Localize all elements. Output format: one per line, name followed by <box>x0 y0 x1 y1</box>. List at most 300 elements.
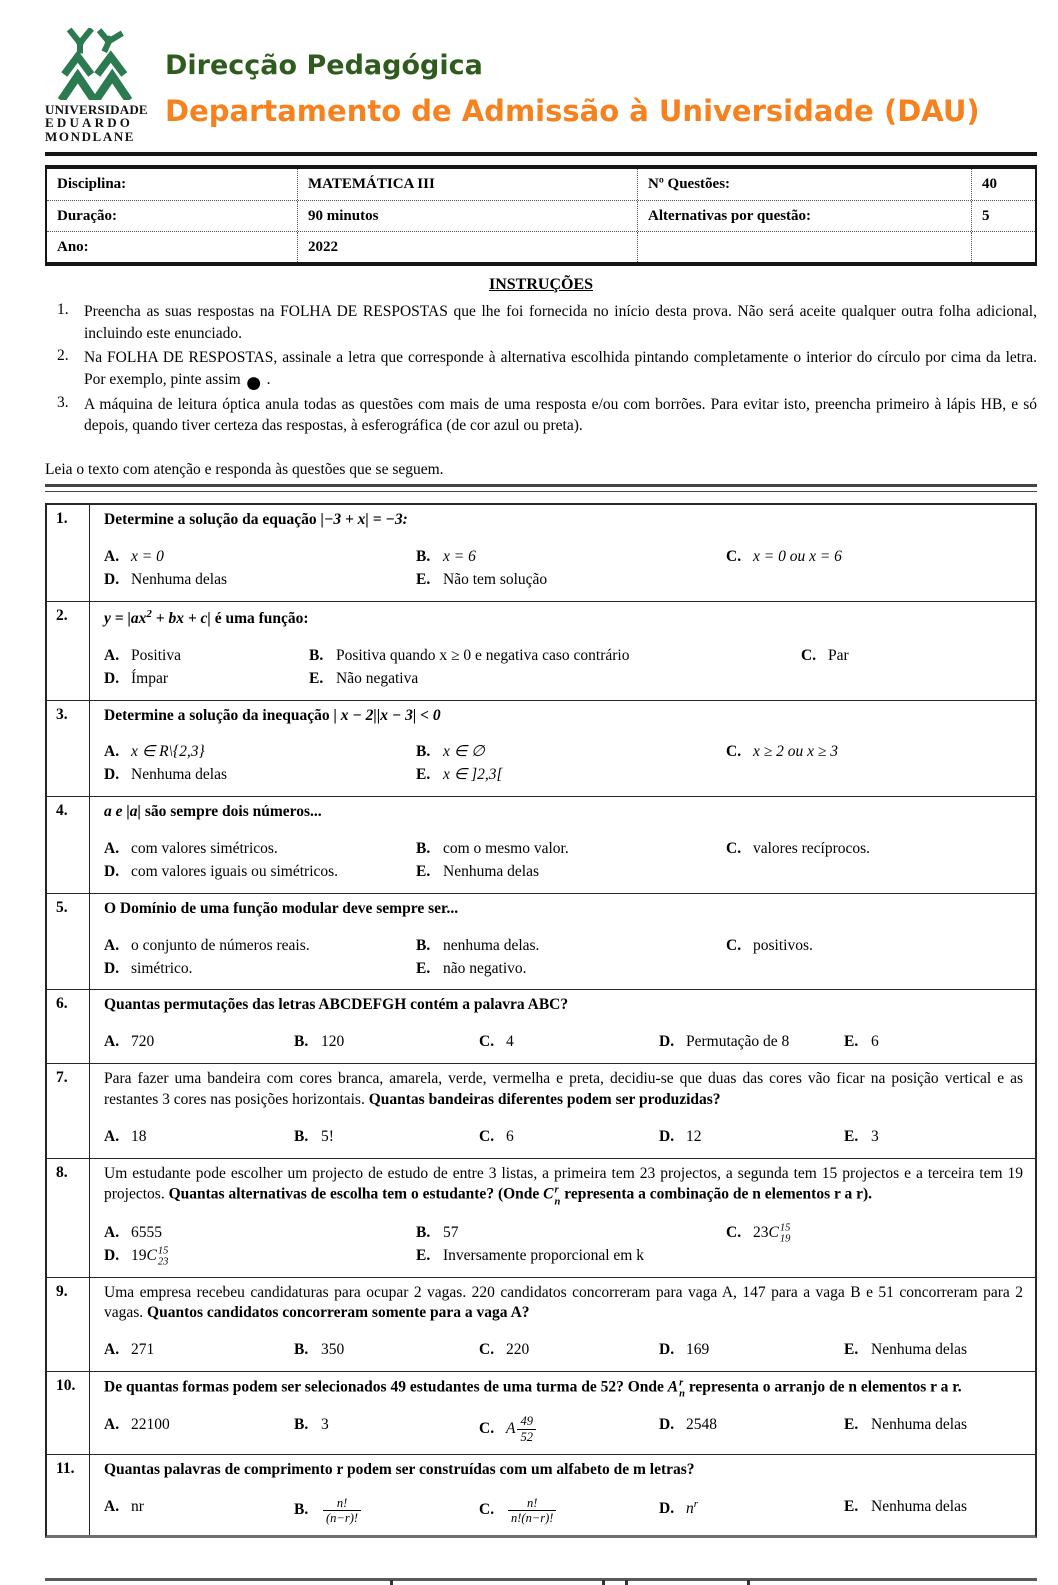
options-block <box>104 1126 1023 1149</box>
option-b <box>416 741 726 764</box>
option-text <box>686 1126 702 1149</box>
text-segment: Nenhuma delas <box>131 570 227 588</box>
text-segment: n <box>686 1499 694 1517</box>
text-segment: Par <box>828 646 849 664</box>
question-row-9 <box>47 1278 1035 1372</box>
option-label: A. <box>104 1416 120 1434</box>
option-text <box>753 741 838 764</box>
options-block <box>104 935 1023 981</box>
text-segment: y = |ax <box>104 609 147 627</box>
text-segment: 6555 <box>131 1223 162 1241</box>
question-prompt <box>104 1460 1023 1481</box>
text-segment: 3 <box>321 1416 329 1434</box>
options-block <box>104 1222 1023 1268</box>
option-text <box>443 546 476 569</box>
option-e <box>309 668 801 691</box>
option-label: D. <box>104 570 120 588</box>
question-row-10 <box>47 1372 1035 1455</box>
question-row-7 <box>47 1064 1035 1158</box>
option-text <box>753 546 842 569</box>
option-c <box>479 1496 659 1527</box>
footer-tick <box>747 1580 750 1585</box>
text-segment: x = 0 <box>131 547 164 565</box>
logo-line-2: EDUARDO <box>45 115 134 131</box>
option-d <box>659 1414 844 1437</box>
text-segment: positivos. <box>753 936 813 954</box>
options-row <box>104 935 1023 958</box>
question-number: 6. <box>47 990 90 1063</box>
option-text <box>443 861 539 884</box>
text-segment: Positiva <box>131 646 181 664</box>
text-segment: é uma função: <box>210 609 309 627</box>
option-a <box>104 1222 416 1245</box>
script-base: C <box>543 1186 554 1204</box>
option-label: A. <box>104 936 120 954</box>
options-block <box>104 1339 1023 1362</box>
question-prompt <box>104 1283 1023 1325</box>
options-row <box>104 958 1023 981</box>
option-a <box>104 1414 294 1437</box>
footer-tick <box>602 1580 605 1585</box>
option-text <box>686 1031 789 1054</box>
options-row <box>104 838 1023 861</box>
option-e <box>844 1126 1023 1149</box>
text-segment: x = 0 ou x = 6 <box>753 547 842 565</box>
text-segment: a e |a| <box>104 803 141 821</box>
superscript: r <box>679 1377 684 1389</box>
question-prompt <box>104 1069 1023 1111</box>
option-e <box>844 1339 1023 1362</box>
option-label: E. <box>416 766 431 784</box>
options-block <box>104 741 1023 787</box>
option-label: C. <box>479 1420 495 1438</box>
option-d <box>104 764 416 787</box>
option-c <box>479 1126 659 1149</box>
text-segment: 57 <box>443 1223 459 1241</box>
option-label: A. <box>104 1033 120 1051</box>
text-segment: o conjunto de números reais. <box>131 936 310 954</box>
question-body <box>90 1455 1035 1535</box>
option-label: C. <box>479 1127 495 1145</box>
options-row <box>104 861 1023 884</box>
question-number: 3. <box>47 701 90 797</box>
disciplina-value: MATEMÁTICA III <box>297 169 637 200</box>
text-segment: Determine a solução da equação <box>104 511 321 529</box>
option-d <box>659 1031 844 1054</box>
disciplina-label: Disciplina: <box>57 176 127 192</box>
option-e <box>844 1031 1023 1054</box>
script-stack <box>780 1222 791 1244</box>
option-label: D. <box>659 1416 675 1434</box>
text-segment: 720 <box>131 1033 155 1051</box>
footer-tick <box>625 1580 628 1585</box>
text-segment: | x − 2||x − 3| < 0 <box>333 706 441 724</box>
text-segment: Quantos candidatos concorreram somente para a vaga A? <box>147 1304 530 1322</box>
question-number: 5. <box>47 894 90 990</box>
instruction-item-2 <box>45 347 1037 400</box>
text-segment: 18 <box>131 1127 147 1145</box>
header-titles <box>165 28 980 152</box>
option-text <box>506 1496 558 1527</box>
option-label: D. <box>659 1499 675 1517</box>
option-c <box>479 1031 659 1054</box>
option-label: E. <box>416 862 431 880</box>
fraction-numerator: 49 <box>517 1414 536 1430</box>
option-d <box>104 861 416 884</box>
option-text <box>321 1496 363 1527</box>
document-header <box>45 28 1037 152</box>
text-segment: |−3 + x| = −3: <box>320 511 408 529</box>
option-label: E. <box>844 1341 859 1359</box>
text-segment: com o mesmo valor. <box>443 839 569 857</box>
fraction-denominator: 52 <box>520 1430 533 1445</box>
subscript: n <box>554 1196 561 1208</box>
text-segment: Nenhuma delas <box>131 766 227 784</box>
option-e <box>416 861 726 884</box>
question-number: 11. <box>47 1455 90 1535</box>
ano-value: 2022 <box>297 232 637 262</box>
text-segment: Positiva quando x ≥ 0 e negativa caso contrário <box>336 646 630 664</box>
option-text <box>131 958 193 981</box>
option-b <box>294 1414 479 1437</box>
option-d <box>104 958 416 981</box>
text-segment: Nenhuma delas <box>443 862 539 880</box>
instruction-number: 2. <box>57 347 69 365</box>
text-segment: representa a combinação de n elementos r a r). <box>560 1186 873 1204</box>
option-label: D. <box>104 1246 120 1264</box>
text-segment: Determine a solução da inequação <box>104 706 334 724</box>
text-segment: 2 <box>146 607 152 620</box>
options-block <box>104 1414 1023 1445</box>
question-body <box>90 1159 1035 1277</box>
question-body <box>90 990 1035 1063</box>
exam-page <box>45 0 1037 1584</box>
text-segment: Não tem solução <box>443 570 548 588</box>
option-label: D. <box>104 766 120 784</box>
option-text <box>321 1339 344 1362</box>
option-e <box>844 1496 1023 1519</box>
option-text <box>506 1339 529 1362</box>
script-base: C <box>146 1246 157 1264</box>
option-a <box>104 645 309 668</box>
subscript: 23 <box>157 1256 169 1268</box>
text-segment: + bx + c| <box>151 609 211 627</box>
option-label: B. <box>416 743 431 761</box>
options-row <box>104 645 1023 668</box>
question-number: 2. <box>47 602 90 700</box>
option-label: C. <box>726 743 742 761</box>
option-text <box>443 569 547 592</box>
instruction-text-after: . <box>262 371 271 389</box>
subscript: n <box>679 1388 685 1400</box>
option-text <box>131 741 205 764</box>
option-text <box>131 1414 170 1437</box>
question-row-2 <box>47 602 1035 701</box>
questions-table <box>45 503 1037 1538</box>
option-text <box>443 958 527 981</box>
option-label: B. <box>416 547 431 565</box>
options-row <box>104 1222 1023 1245</box>
section-separator-rule <box>45 484 1037 492</box>
option-text <box>871 1126 879 1149</box>
question-prompt <box>104 1164 1023 1207</box>
option-c <box>801 645 1023 668</box>
option-text <box>443 1222 459 1245</box>
subscript: 19 <box>779 1233 791 1245</box>
text-segment: Permutação de 8 <box>686 1033 790 1051</box>
option-text <box>443 1245 644 1268</box>
options-block <box>104 1031 1023 1054</box>
options-row <box>104 1414 1023 1445</box>
question-body <box>90 894 1035 990</box>
text-segment: 4 <box>506 1033 514 1051</box>
text-segment: Nenhuma delas <box>871 1341 967 1359</box>
option-label: A. <box>104 1341 120 1359</box>
text-segment: Quantas palavras de comprimento r podem ser construídas com um alfabeto de m letras? <box>104 1460 695 1478</box>
option-a <box>104 935 416 958</box>
option-text <box>131 1245 168 1268</box>
option-text <box>686 1339 709 1362</box>
script-stack <box>555 1185 561 1207</box>
text-segment: não negativo. <box>443 959 527 977</box>
text-segment: Não negativa <box>336 669 419 687</box>
option-label: E. <box>416 959 431 977</box>
question-body <box>90 701 1035 797</box>
question-row-1 <box>47 505 1035 602</box>
question-body <box>90 505 1035 601</box>
question-number: 10. <box>47 1372 90 1454</box>
alternativas-value: 5 <box>971 201 1035 231</box>
options-row <box>104 764 1023 787</box>
option-label: D. <box>659 1341 675 1359</box>
question-prompt <box>104 510 1023 531</box>
option-c <box>726 546 1023 569</box>
option-text <box>321 1031 344 1054</box>
question-row-6 <box>47 990 1035 1064</box>
option-text <box>321 1414 329 1437</box>
duracao-value: 90 minutos <box>297 201 637 231</box>
option-text <box>336 645 629 668</box>
options-block <box>104 838 1023 884</box>
option-label: B. <box>416 1223 431 1241</box>
info-row-disciplina <box>47 169 1035 200</box>
filled-circle-example-icon: ● <box>244 366 263 400</box>
option-text <box>828 645 849 668</box>
question-number: 9. <box>47 1278 90 1371</box>
option-c <box>726 1222 1023 1245</box>
option-label: B. <box>294 1127 309 1145</box>
option-text <box>131 645 181 668</box>
text-segment: valores recíprocos. <box>753 839 871 857</box>
instruction-text: A máquina de leitura óptica anula todas as questões com mais de uma resposta e/ou com borrões. Para evitar isto, preencha primeiro à lápis HB, e só depois, quando tiver certeza das respostas, à esferográfica (de cor azul ou preta). <box>84 395 1037 435</box>
info-row-duracao <box>47 200 1035 231</box>
logo-line-1: UNIVERSIDADE <box>45 102 148 117</box>
question-row-11 <box>47 1455 1035 1535</box>
option-label: E. <box>844 1497 859 1515</box>
option-text <box>131 1222 162 1245</box>
option-text <box>871 1339 967 1362</box>
text-segment: x = 6 <box>443 547 476 565</box>
text-segment: Um estudante pode escolher um projecto de estudo de entre 3 listas, a primeira tem 23 projectos, a segunda tem 15 projectos e a terceira tem 19 projectos. <box>104 1164 1023 1204</box>
text-segment: x ≥ 2 ou x ≥ 3 <box>753 743 839 761</box>
question-row-4 <box>47 797 1035 894</box>
option-label: C. <box>479 1341 495 1359</box>
option-d <box>659 1126 844 1149</box>
text-segment: 350 <box>321 1341 345 1359</box>
option-text <box>321 1126 334 1149</box>
text-segment: 3 <box>871 1127 879 1145</box>
question-row-5 <box>47 894 1035 991</box>
option-text <box>753 1222 790 1245</box>
uem-logo <box>45 28 157 152</box>
option-b <box>416 838 726 861</box>
script-base: A <box>667 1378 679 1396</box>
option-b <box>294 1126 479 1149</box>
options-row <box>104 668 1023 691</box>
fraction <box>323 1496 361 1527</box>
option-label: D. <box>104 669 120 687</box>
text-segment: Quantas permutações das letras ABCDEFGH contém a palavra ABC? <box>104 996 569 1014</box>
option-text <box>131 935 310 958</box>
option-text <box>336 668 418 691</box>
option-label: B. <box>416 839 431 857</box>
option-a <box>104 1496 294 1519</box>
option-label: A. <box>104 743 120 761</box>
text-segment: Quantas alternativas de escolha tem o estudante? (Onde <box>168 1186 544 1204</box>
option-text <box>131 764 227 787</box>
options-row <box>104 546 1023 569</box>
option-text <box>131 861 338 884</box>
fraction <box>517 1414 536 1445</box>
num-questoes-label: Nº Questões: <box>637 169 971 200</box>
option-text <box>131 1496 144 1519</box>
text-segment: Quantas bandeiras diferentes podem ser produzidas? <box>368 1090 721 1108</box>
question-body <box>90 797 1035 893</box>
text-segment: 6 <box>871 1033 879 1051</box>
question-prompt <box>104 802 1023 823</box>
question-prompt <box>104 607 1023 630</box>
option-label: C. <box>479 1501 495 1519</box>
option-d <box>104 668 309 691</box>
instruction-text <box>84 347 1037 400</box>
text-segment: Para fazer uma bandeira com cores branca, amarela, verde, vermelha e preta, decidiu-se que duas das cores vão ficar na posição vertical e as restantes 3 cores nas posições horizontais. <box>104 1070 1023 1108</box>
option-label: E. <box>309 669 324 687</box>
script-stack <box>158 1245 169 1267</box>
option-label: E. <box>844 1127 859 1145</box>
option-d <box>104 1245 416 1268</box>
option-b <box>294 1031 479 1054</box>
text-segment: Nenhuma delas <box>871 1497 967 1515</box>
option-e <box>416 958 726 981</box>
text-segment: 12 <box>686 1127 702 1145</box>
text-segment: De quantas formas podem ser selecionados 49 estudantes de uma turma de 52? Onde <box>104 1378 668 1396</box>
option-label: D. <box>659 1127 675 1145</box>
text-segment: x ∈ R\{2,3} <box>131 743 205 761</box>
option-text <box>131 1126 147 1149</box>
text-segment: x ∈ ∅ <box>443 743 485 761</box>
option-c <box>726 838 1023 861</box>
option-b <box>309 645 801 668</box>
option-text <box>686 1496 698 1521</box>
option-text <box>506 1031 514 1054</box>
instruction-text: Preencha as suas respostas na FOLHA DE RESPOSTAS que lhe foi fornecida no início desta prova. Não será aceite qualquer outra folha adicional, incluindo este enunciado. <box>84 303 1037 342</box>
option-c <box>479 1339 659 1362</box>
info-row-ano <box>47 231 1035 262</box>
option-label: C. <box>726 1223 742 1241</box>
text-segment: com valores iguais ou simétricos. <box>131 862 339 880</box>
text-segment: 120 <box>321 1033 345 1051</box>
option-text <box>131 668 168 691</box>
fraction-denominator: (n−r)! <box>326 1511 359 1526</box>
options-row <box>104 1245 1023 1268</box>
options-row <box>104 569 1023 592</box>
superscript: 15 <box>157 1245 169 1257</box>
option-e <box>844 1414 1023 1437</box>
options-block <box>104 645 1023 691</box>
text-segment: 6 <box>506 1127 514 1145</box>
fraction <box>508 1496 556 1527</box>
option-label: A. <box>104 646 120 664</box>
text-segment: 22100 <box>131 1416 170 1434</box>
option-text <box>506 1126 514 1149</box>
fraction-denominator: n!(n−r)! <box>511 1511 554 1526</box>
option-label: D. <box>104 862 120 880</box>
option-label: A. <box>104 1497 120 1515</box>
question-body <box>90 1278 1035 1371</box>
instruction-number: 1. <box>57 301 69 318</box>
empty-cell <box>637 232 971 262</box>
options-row <box>104 1031 1023 1054</box>
question-prompt <box>104 899 1023 920</box>
option-b <box>294 1496 479 1527</box>
option-a <box>104 838 416 861</box>
option-label: B. <box>294 1501 309 1519</box>
option-b <box>416 546 726 569</box>
text-segment: 2548 <box>686 1416 717 1434</box>
option-text <box>871 1031 879 1054</box>
question-prompt <box>104 1377 1023 1399</box>
text-segment: 5! <box>321 1127 334 1145</box>
uem-emblem-icon <box>45 28 145 100</box>
option-label: B. <box>416 936 431 954</box>
empty-cell <box>971 232 1035 262</box>
option-label: C. <box>726 839 742 857</box>
option-label: C. <box>726 936 742 954</box>
option-text <box>131 569 227 592</box>
instruction-item-1 <box>45 301 1037 344</box>
option-b <box>416 1222 726 1245</box>
fraction-numerator: n! <box>508 1496 556 1512</box>
instruction-number: 3. <box>57 393 69 411</box>
option-text <box>871 1414 967 1437</box>
text-segment: representa o arranjo de n elementos r a r. <box>684 1378 962 1396</box>
exam-info-table <box>45 165 1037 266</box>
option-text <box>686 1414 717 1437</box>
option-text <box>871 1496 967 1519</box>
text-segment: são sempre dois números... <box>140 803 322 821</box>
footer-tick <box>390 1580 393 1585</box>
question-row-3 <box>47 701 1035 798</box>
question-body <box>90 1372 1035 1454</box>
question-row-8 <box>47 1159 1035 1278</box>
option-d <box>104 569 416 592</box>
option-label: A. <box>104 547 120 565</box>
option-label: A. <box>104 839 120 857</box>
question-number: 8. <box>47 1159 90 1277</box>
option-e <box>416 1245 726 1268</box>
logo-wordmark <box>45 103 157 143</box>
option-a <box>104 1126 294 1149</box>
